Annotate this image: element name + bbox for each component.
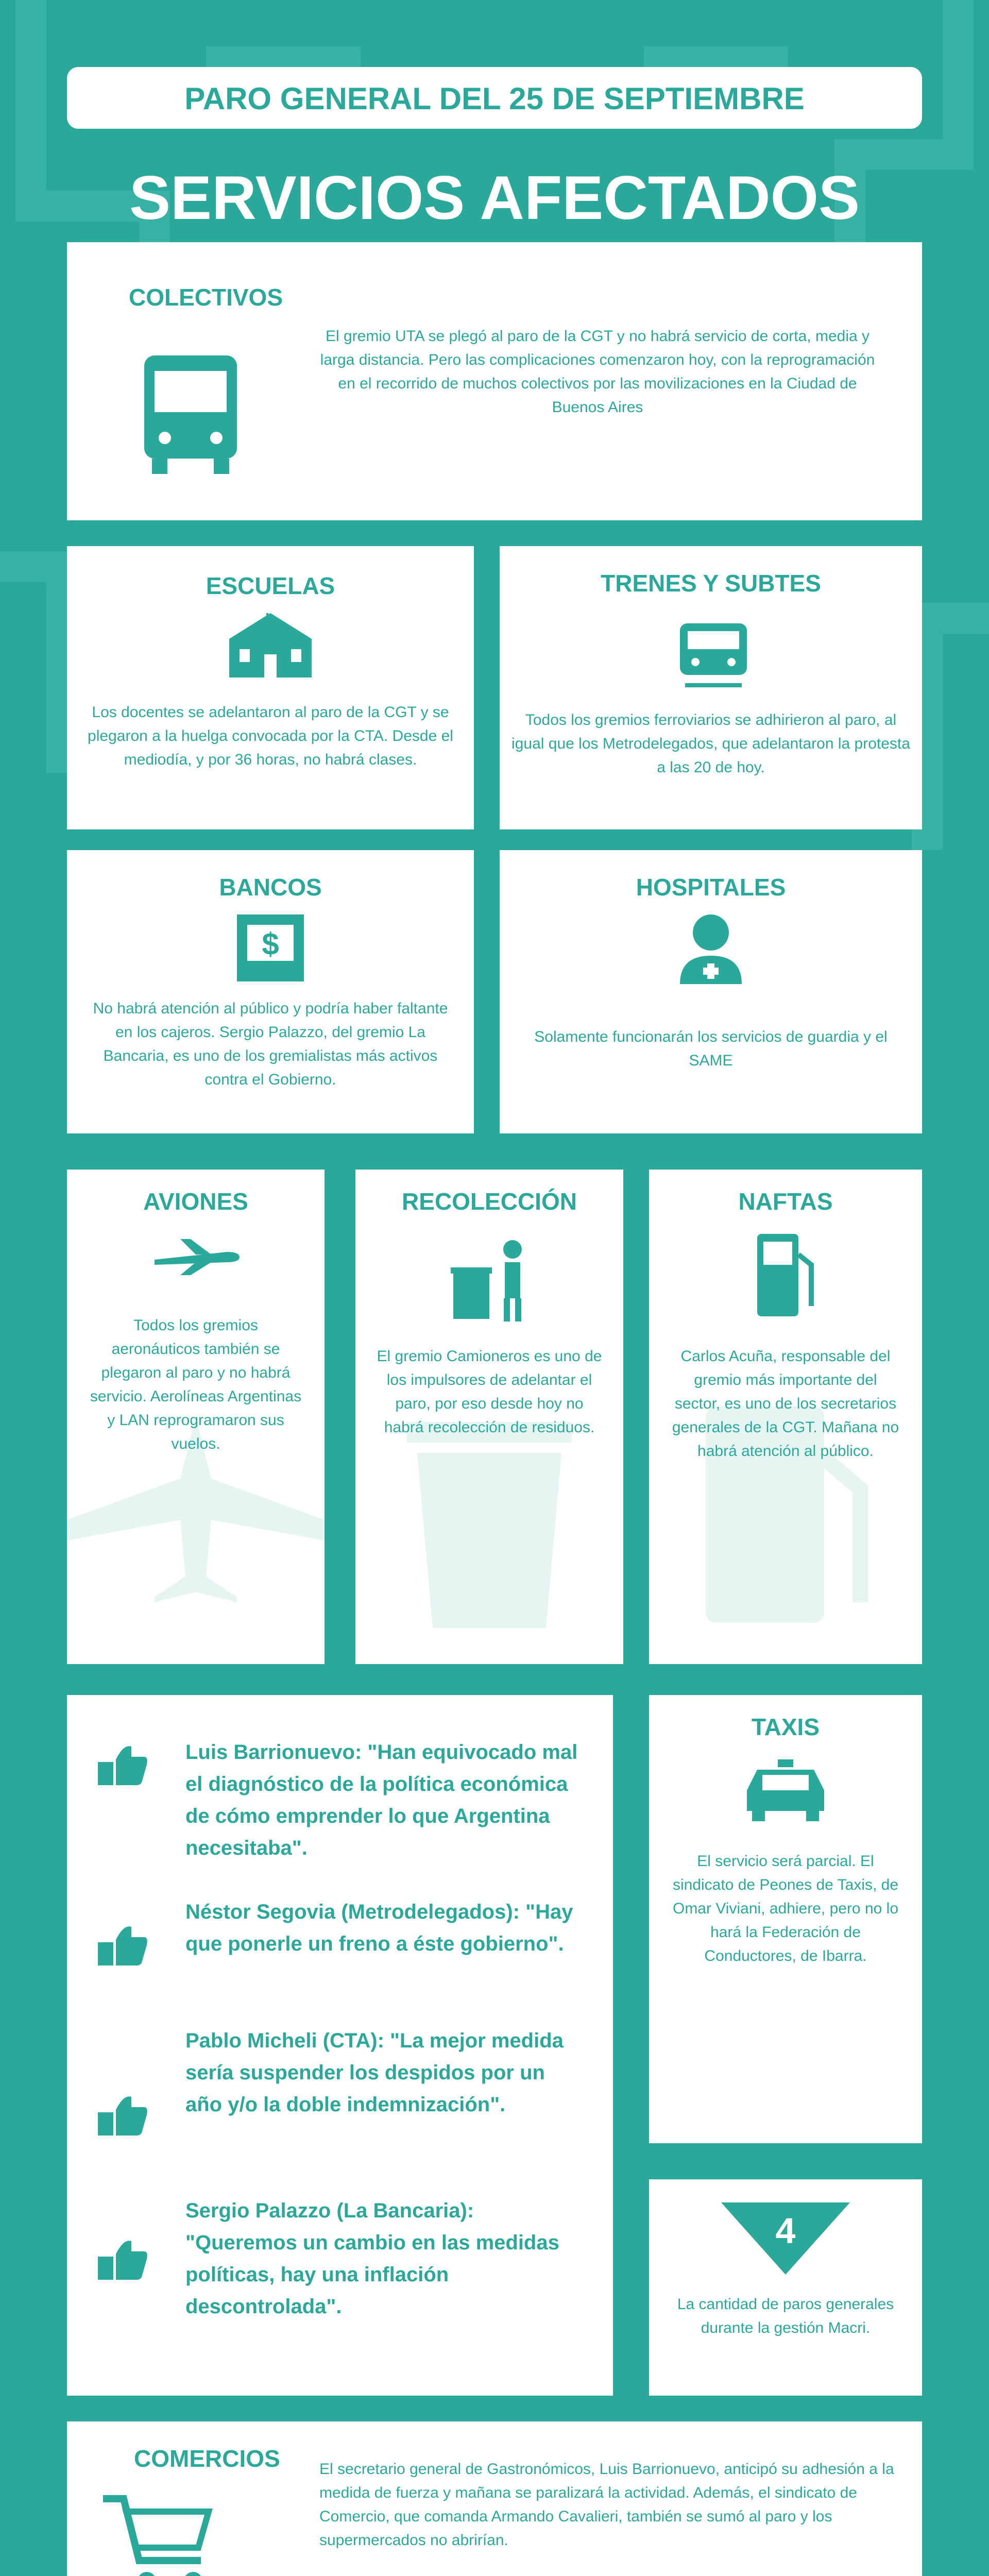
quote-4-author: Sergio Palazzo (La Bancaria):: [185, 2199, 474, 2222]
page-title: SERVICIOS AFECTADOS: [129, 163, 860, 232]
airplane-icon: [149, 1236, 242, 1278]
recoleccion-title: RECOLECCIÓN: [402, 1188, 577, 1215]
shopping-cart-icon: [98, 2488, 216, 2576]
quote-4-text: "Queremos un cambio en las medidas políticas, hay una inflación descontrolada".: [185, 2231, 559, 2318]
colectivos-title: COLECTIVOS: [129, 284, 283, 311]
escuelas-title: ESCUELAS: [206, 572, 335, 599]
quote-3: [185, 2025, 587, 2121]
card-bancos: [67, 850, 474, 1133]
recoleccion-text: El gremio Camioneros es uno de los impulsores de adelantar el paro, por eso desde hoy no habrá recolección de residuos.: [377, 1348, 602, 1436]
garbage-collector-icon: [448, 1236, 536, 1324]
card-colectivos: [67, 242, 922, 520]
card-escuelas: [67, 546, 474, 829]
hospitales-title: HOSPITALES: [636, 874, 786, 901]
fuel-pump-icon: [752, 1229, 819, 1321]
aviones-title: AVIONES: [143, 1188, 248, 1215]
header-top-title: PARO GENERAL DEL 25 DE SEPTIEMBRE: [184, 81, 805, 116]
doctor-icon: [672, 907, 749, 989]
thumbs-down-hand-icon: [93, 2236, 149, 2282]
bank-icon: [232, 909, 309, 987]
quote-2-author: Néstor Segovia (Metrodelegados):: [185, 1901, 520, 1923]
quote-1-author: Luis Barrionuevo:: [185, 1741, 362, 1764]
paros-number: 4: [775, 2211, 796, 2251]
thumbs-down-hand-icon: [93, 1741, 149, 1788]
quote-3-author: Pablo Micheli (CTA):: [185, 2029, 384, 2052]
train-icon: [675, 618, 752, 690]
trenes-text-visible: Todos los gremios ferroviarios se adhirieron al paro, al igual que los Metrodelegados, que adelantaron la protesta a las 20 de hoy.: [511, 711, 910, 776]
thumbs-down-hand-icon: [93, 1922, 149, 1968]
quote-4: [185, 2195, 587, 2323]
bancos-text: No habrá atención al público y podría haber faltante en los cajeros. Sergio Palazzo, del gremio La Bancaria, es uno de los gremialistas más activos contra el Gobierno.: [93, 1000, 448, 1088]
svg-text:$: $: [262, 927, 279, 961]
comercios-title: COMERCIOS: [134, 2445, 280, 2472]
card-taxis: [649, 1695, 922, 2143]
bus-icon: [134, 350, 247, 479]
thumbs-down-hand-icon: [93, 2092, 149, 2138]
card-naftas: [649, 1170, 922, 1664]
quote-2-text: "Hay que ponerle un freno a éste gobierno".: [185, 1901, 573, 1955]
bancos-title: BANCOS: [219, 874, 322, 901]
card-quotes: [67, 1695, 613, 2396]
colectivos-text: El gremio UTA se plegó al paro de la CGT y no habrá servicio de corta, media y larga distancia. Pero las complicaciones comenzaron hoy, con la reprogramación en el recorrido de muchos colectivos por las movilizaciones en la Ciudad de Buenos Aires: [320, 328, 875, 416]
taxis-title: TAXIS: [751, 1714, 820, 1740]
naftas-title: NAFTAS: [738, 1188, 833, 1215]
card-hospitales: [500, 850, 922, 1133]
card-paros: [649, 2179, 922, 2396]
quote-1-text: "Han equivocado mal el diagnóstico de la política económica de cómo emprender lo que Argentina necesitaba".: [185, 1741, 578, 1859]
taxis-text: El servicio será parcial. El sindicato de Peones de Taxis, de Omar Viviani, adhiere, pero no lo hará la Federación de Conductores, de Ibarra.: [672, 1853, 899, 1964]
naftas-text: Carlos Acuña, responsable del gremio más importante del sector, es uno de los secretarios generales de la CGT. Mañana no habrá atención al público.: [672, 1348, 899, 1460]
quote-2: [185, 1896, 587, 1960]
escuelas-text: Los docentes se adelantaron al paro de la CGT y se plegaron a la huelga convocada por la CTA. Desde el mediodía, y por 36 horas, no habrá clases.: [88, 704, 453, 768]
paros-text: La cantidad de paros generales durante la gestión Macri.: [677, 2296, 894, 2336]
aviones-text: Todos los gremios aeronáuticos también se plegaron al paro y no habrá servicio. Aerolíneas Argentinas y LAN reprogramaron sus vuelos.: [90, 1317, 302, 1452]
taxi-icon: [742, 1757, 829, 1824]
comercios-text: El secretario general de Gastronómicos, Luis Barrionuevo, anticipó su adhesión a la medida de fuerza y mañana se paralizará la actividad. Además, el sindicato de Comercio, que comanda Armando Cavalieri, también se sumó al paro y los supermercados no abrirían.: [319, 2461, 894, 2549]
card-aviones: [67, 1170, 325, 1664]
trenes-title: TRENES Y SUBTES: [601, 570, 821, 597]
card-recoleccion: [355, 1170, 623, 1664]
quote-3-text: "La mejor medida sería suspender los despidos por un año y/o la doble indemnización".: [185, 2029, 564, 2116]
card-comercios: [67, 2421, 922, 2576]
quote-1: [185, 1736, 587, 1864]
school-icon: [219, 613, 322, 680]
hospitales-text: Solamente funcionarán los servicios de guardia y el SAME: [534, 1028, 888, 1069]
